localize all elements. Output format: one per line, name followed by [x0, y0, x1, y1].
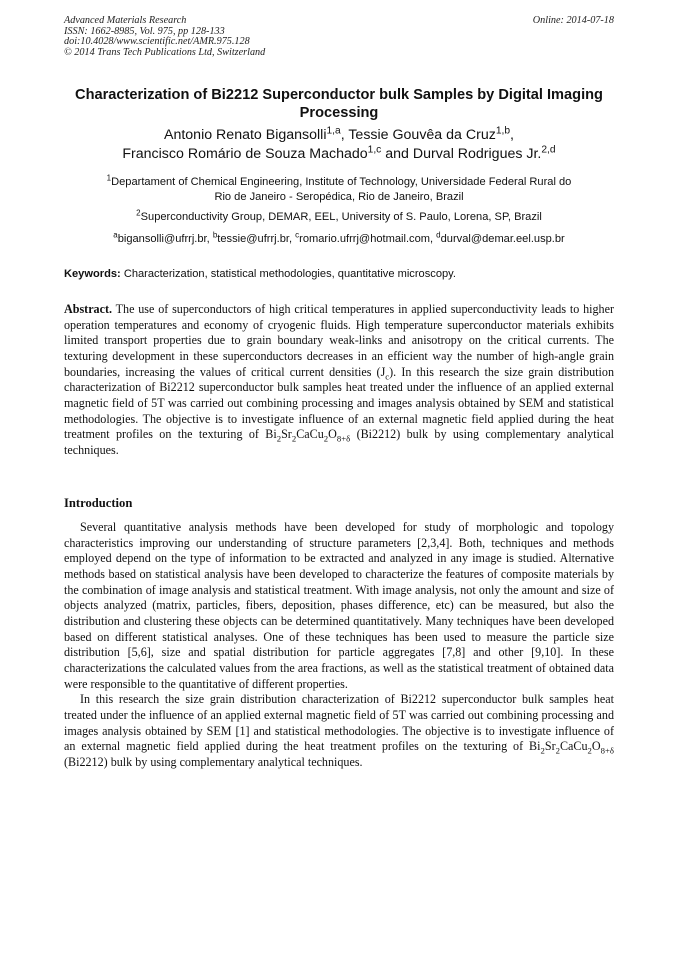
affiliation-1-line-1: Departament of Chemical Engineering, Institute of Technology, Universidade Federal Rural do: [111, 176, 572, 188]
email-address[interactable]: tessie@ufrrj.br: [217, 233, 289, 245]
email-mark: c: [295, 230, 300, 240]
journal-issn: ISSN: 1662-8985, Vol. 975, pp 128-133: [64, 25, 225, 37]
email-separator: ,: [430, 233, 437, 245]
email-address[interactable]: romario.ufrrj@hotmail.com: [299, 233, 430, 245]
journal-copyright: © 2014 Trans Tech Publications Ltd, Switzerland: [64, 46, 266, 58]
chemical-formula: $Bi_2Sr_2CaCu_2O_{8+\delta}$: [265, 427, 351, 444]
author-separator: ,: [510, 127, 514, 143]
journal-header: [64, 16, 265, 58]
chemical-formula: $Bi_2Sr_2CaCu_2O_{8+\delta}$: [529, 739, 614, 756]
email-separator: ,: [206, 233, 213, 245]
affiliation-2-mark: 2: [136, 208, 141, 218]
email-mark: d: [436, 230, 441, 240]
email-address[interactable]: bigansolli@ufrrj.br: [117, 233, 207, 245]
author-separator: ,: [340, 127, 349, 143]
author-affiliation-mark: 2,d: [541, 144, 556, 156]
author-affiliation-mark: 1,c: [367, 144, 382, 156]
introduction-paragraph-2-text-2: (Bi2212) bulk by using complementary analytical techniques.: [64, 754, 363, 769]
introduction-body: [64, 520, 614, 771]
affiliation-1-mark: 1: [106, 173, 112, 183]
email-mark: a: [113, 230, 118, 240]
keywords: [64, 267, 614, 282]
journal-name: Advanced Materials Research: [64, 15, 187, 26]
keywords-text: Characterization, statistical methodologies, quantitative microscopy.: [123, 268, 456, 280]
email-separator: ,: [288, 233, 296, 245]
affiliation-1-line-2: Rio de Janeiro - Seropédica, Rio de Janeiro, Brazil: [214, 191, 464, 203]
abstract-text-2: ). In this research the size grain distribution characterization of Bi2212 superconductor bulk samples heat treated under the influence of an applied external magnetic field of 5T was carried out combining processing and images analysis obtained by SEM and statistical methodologies. The objective is to investigate influence of an external magnetic field applied during the heat treatment profiles on the texturing of: [64, 364, 614, 442]
email-mark: b: [212, 230, 218, 240]
introduction-paragraph-2: [64, 692, 614, 770]
online-date: [533, 16, 614, 27]
jc-subscript: c: [385, 371, 390, 382]
author-affiliation-mark: 1,b: [495, 125, 511, 137]
email-list: [64, 232, 614, 247]
affiliation-1: [64, 175, 614, 205]
author-list: [64, 126, 614, 164]
abstract-text-3: (Bi2212) bulk by using complementary analytical techniques.: [64, 427, 614, 457]
journal-doi[interactable]: doi:10.4028/www.scientific.net/AMR.975.128: [64, 36, 250, 48]
author-separator: and: [381, 146, 413, 162]
affiliation-2: [64, 210, 614, 225]
online-date-text: Online: 2014-07-18: [532, 15, 614, 26]
abstract: [64, 302, 614, 459]
email-address[interactable]: durval@demar.eel.usp.br: [440, 233, 565, 245]
keywords-label: Keywords:: [64, 268, 121, 280]
author-name: Francisco Romário de Souza Machado: [122, 146, 368, 162]
paper-title: Characterization of Bi2212 Superconductor bulk Samples by Digital Imaging Processing: [75, 87, 603, 121]
section-heading-introduction: Introduction: [64, 496, 133, 510]
author-name: Antonio Renato Bigansolli: [164, 127, 327, 143]
author-name: Durval Rodrigues Jr.: [412, 146, 542, 162]
introduction-paragraph-2-text-1: In this research the size grain distribution characterization of Bi2212 superconductor bulk samples heat treated under the influence of an applied external magnetic field of 5T was carried out combining processing and images analysis obtained by SEM [1] and statistical methodologies. The objective is to investigate influence of an external magnetic field applied during the heat treatment profiles on the texturing of: [64, 692, 614, 754]
affiliation-2-text: Superconductivity Group, DEMAR, EEL, University of S. Paulo, Lorena, SP, Brazil: [140, 211, 542, 223]
abstract-label: Abstract.: [64, 302, 113, 316]
author-name: Tessie Gouvêa da Cruz: [348, 127, 496, 143]
author-affiliation-mark: 1,a: [326, 125, 341, 137]
introduction-paragraph-1: Several quantitative analysis methods have been developed for study of morphologic and topology characteristics improving our understanding of structure parameters [2,3,4]. Both, techniques and methods employed depend on the type of information to be extracted and analyzed in any image is studied. Alternative methods based on statistical analysis have been developed to characterize the features of composite materials by the combination of image analysis and statistical treatment. With image analysis, not only the amount and size of objects analyzed (matrix, particles, fibers, deposition, phases difference, etc) can be measured, but also the distribution and clustering these objects can be determined quantitatively. Many techniques have been developed based on different statistical analyses. One of these techniques has been used to measure the particle size distribution [5,6], size and spatial distribution for particle aggregates [7,8] and other [9,10]. In these characterizations the calculated values from the area fractions, as well as the statistical treatment of obtained data were responsible to the quantitative of different properties.: [64, 520, 614, 691]
abstract-text-1: The use of superconductors of high critical temperatures in applied superconductivity leads to higher operation temperatures and economy of cryogenic fluids. High temperature superconductor materials exhibits limited transport properties due to grain boundary weak-links and anisotropy on the critical currents. The texturing development in these superconductors decreases in an efficient way the number of high-angle grain boundaries, increasing the values of critical current densities (J: [64, 302, 614, 379]
